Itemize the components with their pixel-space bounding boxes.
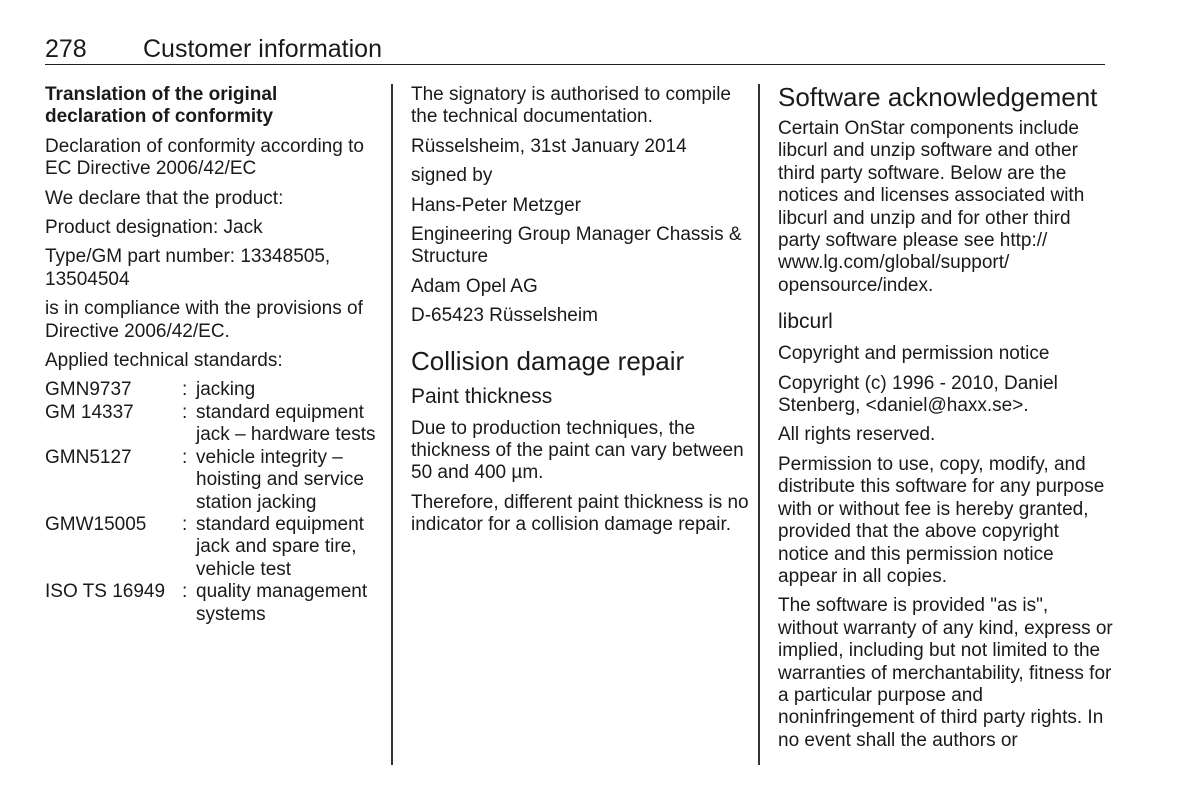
software-ack-heading: Software acknowledgement <box>778 82 1098 112</box>
libcurl-heading: libcurl <box>778 310 833 334</box>
standards-table <box>45 379 380 625</box>
page-number: 278 <box>45 35 87 63</box>
table-row <box>45 447 380 514</box>
paragraph: Certain OnStar components include libcurl and unzip software and other third party software. Below are the notices and licenses associated with libcurl and unzip and for other third party software please see http:// www.lg.com/global/support/ opensource/index. <box>778 118 1085 296</box>
table-row <box>45 581 380 626</box>
page-header <box>45 34 1105 65</box>
paragraph: Rüsselsheim, 31st January 2014 <box>411 135 687 157</box>
column-software <box>778 84 1113 759</box>
standard-code: GMN9737 <box>45 379 132 401</box>
standard-description: quality management systems <box>196 581 368 625</box>
paragraph: signed by <box>411 165 493 187</box>
paragraph: Therefore, different paint thickness is no indicator for a collision damage repair. <box>411 491 749 536</box>
paragraph: D-65423 Rüsselsheim <box>411 305 598 327</box>
paragraph: Product designation: Jack <box>45 217 263 239</box>
standard-separator: : <box>182 401 188 423</box>
table-row <box>45 379 380 401</box>
column-declaration <box>45 84 380 626</box>
column-divider <box>391 84 393 765</box>
column-divider <box>758 84 760 765</box>
paragraph: Type/GM part number: 13348505, 13504504 <box>45 246 331 290</box>
paragraph: Declaration of conformity according to EC Directive 2006/42/EC <box>45 135 364 180</box>
paragraph: Copyright and permission notice <box>778 343 1050 365</box>
collision-repair-heading: Collision damage repair <box>411 345 685 376</box>
paragraph: The software is provided "as is", without warranty of any kind, express or implied, including but not limited to the warranties of merchantability, fitness for a particular purpose and noninfringement of third party rights. In no event shall the authors or <box>778 595 1113 751</box>
standard-code: GMW15005 <box>45 513 147 535</box>
standard-code: GMN5127 <box>45 446 132 468</box>
paragraph: Applied technical standards: <box>45 350 283 372</box>
table-row <box>45 514 380 581</box>
standard-code: ISO TS 16949 <box>45 581 166 603</box>
standard-separator: : <box>182 446 188 468</box>
table-row <box>45 402 380 447</box>
paragraph: All rights reserved. <box>778 424 936 446</box>
declaration-heading: Translation of the original declaration of conformity <box>45 84 278 128</box>
standard-separator: : <box>182 581 188 603</box>
paragraph: Engineering Group Manager Chassis & Structure <box>411 224 742 268</box>
paragraph: Due to production techniques, the thickness of the paint can vary between 50 and 400 µm. <box>411 417 744 484</box>
column-signatory <box>411 84 751 544</box>
paragraph: Adam Opel AG <box>411 275 538 297</box>
standard-separator: : <box>182 379 188 401</box>
paragraph: is in compliance with the provisions of Directive 2006/42/EC. <box>45 298 363 342</box>
standard-separator: : <box>182 513 188 535</box>
standard-description: standard equipment jack – hardware tests <box>196 401 376 446</box>
standard-code: GM 14337 <box>45 401 134 423</box>
paragraph: The signatory is authorised to compile the technical documentation. <box>411 84 731 128</box>
paragraph: Copyright (c) 1996 - 2010, Daniel Stenberg, <daniel@haxx.se>. <box>778 372 1058 417</box>
section-title: Customer information <box>143 35 382 63</box>
standard-description: jacking <box>196 379 256 401</box>
paragraph: Hans-Peter Metzger <box>411 194 582 216</box>
paragraph: Permission to use, copy, modify, and distribute this software for any purpose with or without fee is hereby granted, provided that the above copyright notice and this permission notice appear in all copies. <box>778 453 1105 587</box>
standard-description: standard equipment jack and spare tire, vehicle test <box>196 513 364 580</box>
paint-thickness-heading: Paint thickness <box>411 384 553 408</box>
paragraph: We declare that the product: <box>45 187 284 209</box>
standard-description: vehicle integrity – hoisting and service station jacking <box>196 446 364 513</box>
